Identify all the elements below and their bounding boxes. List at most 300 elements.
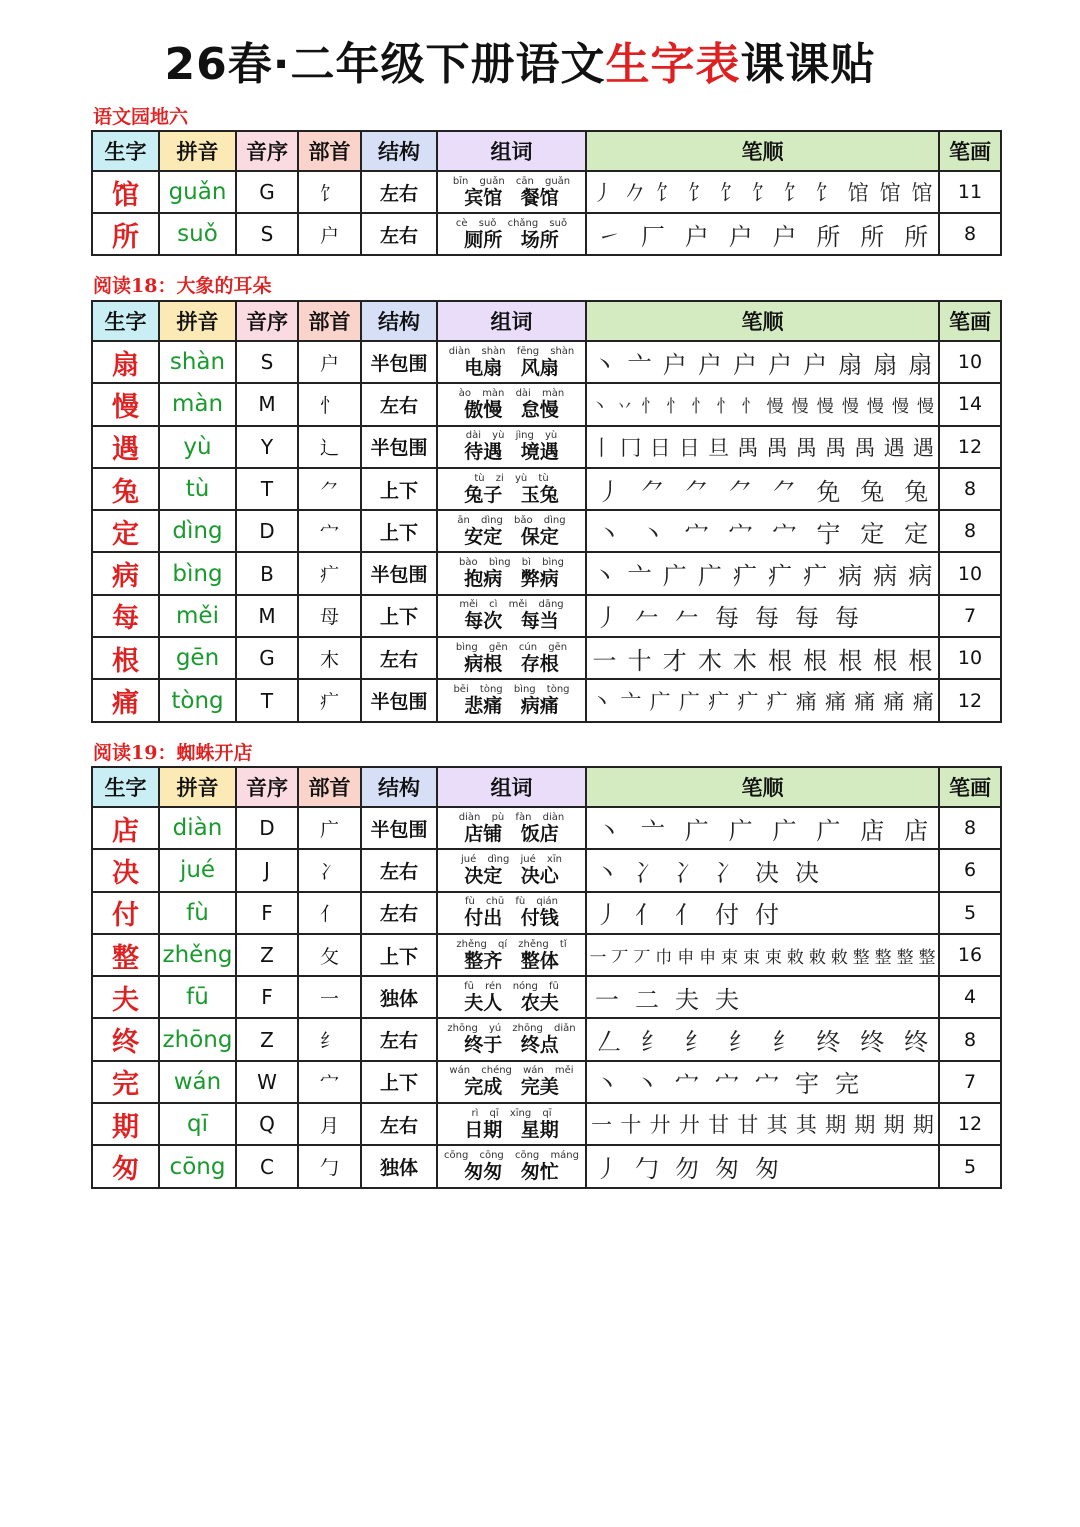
stroke-step: 敕 [830, 947, 848, 968]
stroke-step: 定 [904, 519, 929, 548]
phonetic-order: F [236, 892, 298, 934]
stroke-step: 一 [595, 985, 619, 1014]
word-group-pinyin: ān dìng bǎo dìng [457, 514, 566, 526]
stroke-step: 广 [697, 562, 722, 591]
stroke-step: 慢 [866, 396, 884, 417]
phonetic-order: Y [236, 426, 298, 468]
col-radical-header: 部首 [298, 301, 361, 341]
stroke-step: 一 [592, 646, 617, 675]
stroke-order [586, 807, 939, 849]
word-group [437, 1145, 586, 1187]
table-row [92, 1018, 1001, 1060]
col-strokes-header: 笔顺 [586, 767, 939, 807]
stroke-order [586, 468, 939, 510]
stroke-step: 忄 [741, 396, 759, 417]
stroke-step: 宀 [755, 1070, 779, 1099]
structure: 独体 [361, 976, 437, 1018]
word-group [437, 934, 586, 976]
character-table [91, 300, 1002, 723]
stroke-step: 才 [662, 646, 687, 675]
col-count-header: 笔画 [939, 767, 1001, 807]
stroke-step: 决 [755, 858, 779, 887]
stroke-sequence [587, 641, 938, 676]
phonetic-order: Q [236, 1103, 298, 1145]
stroke-step: 厂 [640, 222, 665, 251]
stroke-step: 馆 [911, 181, 933, 205]
stroke-order [586, 1145, 939, 1187]
stroke-step: 根 [838, 646, 863, 675]
structure: 左右 [361, 213, 437, 255]
col-words-header: 组词 [437, 131, 586, 171]
stroke-step: 广 [678, 689, 700, 714]
table-row [92, 595, 1001, 637]
table-header-row [92, 131, 1001, 171]
new-character: 期 [92, 1103, 159, 1145]
stroke-step: 亻 [675, 901, 699, 930]
stroke-step: 丶 [635, 1070, 659, 1099]
stroke-step: 旦 [708, 435, 730, 460]
table-row [92, 213, 1001, 255]
stroke-sequence [587, 1149, 787, 1184]
phonetic-order: M [236, 595, 298, 637]
radical: 户 [298, 341, 361, 383]
radical: 一 [298, 976, 361, 1018]
stroke-step: 亠 [620, 689, 642, 714]
stroke-step: 丶 [592, 562, 617, 591]
word-group-pinyin: jué dìng jué xīn [461, 853, 562, 865]
stroke-sequence [587, 686, 938, 716]
col-count-header: 笔画 [939, 131, 1001, 171]
stroke-step: 慢 [816, 396, 834, 417]
stroke-count: 12 [939, 679, 1001, 721]
stroke-sequence [587, 345, 938, 380]
phonetic-order: Z [236, 934, 298, 976]
stroke-step: 甘 [737, 1113, 759, 1138]
character-table [91, 766, 1002, 1189]
word-group-words: 宾馆 餐馆 [464, 186, 559, 209]
radical: 攵 [298, 934, 361, 976]
word-group-pinyin: ào màn dài màn [458, 387, 565, 399]
structure: 上下 [361, 934, 437, 976]
stroke-step: 𠂉 [675, 604, 699, 633]
stroke-sequence [587, 217, 938, 252]
new-character: 馆 [92, 171, 159, 213]
stroke-step: 宀 [684, 519, 709, 548]
stroke-step: 丿 [595, 1155, 619, 1184]
col-strokes-header: 笔顺 [586, 301, 939, 341]
stroke-step: 宀 [728, 519, 753, 548]
table-row [92, 679, 1001, 721]
stroke-step: 期 [912, 1113, 934, 1138]
stroke-step: 饣 [688, 181, 710, 205]
stroke-step: 一 [591, 1113, 613, 1138]
stroke-step: 甘 [708, 1113, 730, 1138]
word-group [437, 1018, 586, 1060]
stroke-step: 敕 [786, 947, 804, 968]
stroke-count: 11 [939, 171, 1001, 213]
new-character: 付 [92, 892, 159, 934]
stroke-step: 期 [854, 1113, 876, 1138]
table-header-row [92, 301, 1001, 341]
radical: 宀 [298, 1061, 361, 1103]
stroke-step: 广 [772, 816, 797, 845]
new-character: 痛 [92, 679, 159, 721]
col-char-header: 生字 [92, 767, 159, 807]
stroke-step: 整 [896, 947, 914, 968]
radical: 木 [298, 637, 361, 679]
new-character: 病 [92, 552, 159, 594]
new-character: 定 [92, 510, 159, 552]
stroke-step: 禺 [737, 435, 759, 460]
table-row [92, 468, 1001, 510]
stroke-step: 丿 [596, 477, 621, 506]
stroke-step: 忄 [641, 396, 659, 417]
pinyin: měi [159, 595, 236, 637]
title-highlight: 生字表 [605, 39, 741, 90]
word-group-words: 夫人 农夫 [464, 991, 559, 1014]
stroke-step: 丶 [595, 1070, 619, 1099]
stroke-step: 夫 [715, 985, 739, 1014]
stroke-sequence [587, 811, 938, 846]
structure: 上下 [361, 468, 437, 510]
stroke-step: 敕 [808, 947, 826, 968]
section-title: 语文园地六 [93, 106, 189, 128]
stroke-step: 整 [852, 947, 870, 968]
stroke-step: 饣 [783, 181, 805, 205]
stroke-sequence [587, 432, 938, 462]
stroke-step: 每 [715, 604, 739, 633]
phonetic-order: C [236, 1145, 298, 1187]
stroke-order [586, 849, 939, 891]
new-character: 店 [92, 807, 159, 849]
stroke-step: 𠂊 [624, 181, 646, 205]
structure: 半包围 [361, 679, 437, 721]
stroke-step: 宀 [715, 1070, 739, 1099]
table-row [92, 1103, 1001, 1145]
radical: ⺈ [298, 468, 361, 510]
structure: 左右 [361, 171, 437, 213]
stroke-step: 宀 [675, 1070, 699, 1099]
stroke-order [586, 934, 939, 976]
stroke-step: 束 [743, 947, 761, 968]
word-group-words: 电扇 风扇 [464, 356, 559, 379]
stroke-step: 终 [816, 1028, 841, 1057]
stroke-step: 所 [860, 222, 885, 251]
stroke-step: 禺 [825, 435, 847, 460]
stroke-step: 丷 [616, 396, 634, 417]
stroke-step: 𠃋 [596, 1028, 621, 1057]
phonetic-order: Z [236, 1018, 298, 1060]
word-group-pinyin: zhōng yú zhōng diǎn [447, 1023, 576, 1035]
word-group-words: 日期 星期 [464, 1118, 559, 1141]
stroke-step: 二 [635, 985, 659, 1014]
pinyin: guǎn [159, 171, 236, 213]
new-character: 根 [92, 637, 159, 679]
stroke-step: 丨 [591, 435, 613, 460]
stroke-order [586, 679, 939, 721]
stroke-step: 冂 [620, 435, 642, 460]
word-group-pinyin: fù chū fù qián [464, 896, 559, 908]
word-group-pinyin: rì qī xīng qī [471, 1107, 552, 1119]
radical: 纟 [298, 1018, 361, 1060]
stroke-sequence [587, 598, 867, 633]
stroke-step: 所 [816, 222, 841, 251]
new-character: 夫 [92, 976, 159, 1018]
stroke-step: 申 [677, 947, 695, 968]
stroke-sequence [587, 392, 938, 417]
stroke-step: 终 [904, 1028, 929, 1057]
stroke-step: 兔 [904, 477, 929, 506]
stroke-step: 纟 [728, 1028, 753, 1057]
stroke-order [586, 341, 939, 383]
word-group [437, 468, 586, 510]
stroke-step: 亻 [635, 901, 659, 930]
stroke-step: 冫 [635, 858, 659, 887]
word-group-pinyin: cōng cōng cōng máng [444, 1150, 579, 1162]
word-group-pinyin: zhěng qí zhěng tǐ [456, 938, 567, 950]
stroke-step: 痛 [854, 689, 876, 714]
phonetic-order: W [236, 1061, 298, 1103]
new-character: 扇 [92, 341, 159, 383]
col-char-header: 生字 [92, 301, 159, 341]
radical: 月 [298, 1103, 361, 1145]
stroke-step: 𠂉 [635, 604, 659, 633]
stroke-step: 户 [728, 222, 753, 251]
structure: 左右 [361, 1103, 437, 1145]
word-group-words: 安定 保定 [464, 525, 559, 548]
stroke-sequence [587, 1022, 938, 1057]
word-group-words: 傲慢 怠慢 [464, 398, 559, 421]
stroke-step: 丶 [640, 519, 665, 548]
stroke-step: 慢 [841, 396, 859, 417]
stroke-step: 其 [766, 1113, 788, 1138]
stroke-step: 疒 [708, 689, 730, 714]
stroke-count: 8 [939, 213, 1001, 255]
page-title [0, 28, 1040, 92]
stroke-sequence [587, 1109, 938, 1139]
stroke-order [586, 1018, 939, 1060]
stroke-count: 8 [939, 807, 1001, 849]
pinyin: wán [159, 1061, 236, 1103]
table-row [92, 171, 1001, 213]
stroke-step: 整 [874, 947, 892, 968]
word-group [437, 213, 586, 255]
radical: 饣 [298, 171, 361, 213]
new-character: 终 [92, 1018, 159, 1060]
stroke-step: 丿 [592, 181, 614, 205]
stroke-step: 十 [620, 1113, 642, 1138]
col-pinyin-header: 拼音 [159, 131, 236, 171]
table-header-row [92, 767, 1001, 807]
stroke-step: 丆 [633, 947, 651, 968]
stroke-step: 根 [768, 646, 793, 675]
word-group-words: 病根 存根 [464, 652, 559, 675]
word-group-words: 整齐 整体 [464, 949, 559, 972]
phonetic-order: G [236, 637, 298, 679]
word-group-pinyin: měi cì měi dāng [459, 599, 564, 611]
stroke-step: 广 [662, 562, 687, 591]
stroke-step: 禺 [854, 435, 876, 460]
stroke-step: 根 [873, 646, 898, 675]
stroke-step: 宀 [772, 519, 797, 548]
stroke-step: 决 [795, 858, 819, 887]
word-group-words: 店铺 饭店 [464, 822, 559, 845]
title-prefix: 26春·二年级下册语文 [164, 39, 606, 90]
structure: 左右 [361, 1018, 437, 1060]
new-character: 完 [92, 1061, 159, 1103]
word-group-words: 付出 付钱 [464, 907, 559, 930]
stroke-step: 店 [860, 816, 885, 845]
phonetic-order: B [236, 552, 298, 594]
structure: 上下 [361, 510, 437, 552]
structure: 半包围 [361, 552, 437, 594]
word-group-pinyin: dài yù jìng yù [465, 430, 558, 442]
stroke-step: 广 [816, 816, 841, 845]
table-row [92, 976, 1001, 1018]
phonetic-order: D [236, 510, 298, 552]
stroke-step: 慢 [891, 396, 909, 417]
section-title: 阅读18：大象的耳朵 [93, 275, 272, 297]
stroke-sequence [587, 514, 938, 549]
table-row [92, 383, 1001, 425]
stroke-step: 慢 [917, 396, 935, 417]
stroke-step: 广 [649, 689, 671, 714]
pinyin: suǒ [159, 213, 236, 255]
stroke-step: 户 [697, 350, 722, 379]
col-count-header: 笔画 [939, 301, 1001, 341]
stroke-step: 广 [684, 816, 709, 845]
stroke-order [586, 213, 939, 255]
word-group-words: 每次 每当 [464, 610, 559, 633]
word-group [437, 637, 586, 679]
stroke-step: 木 [732, 646, 757, 675]
table-row [92, 892, 1001, 934]
structure: 上下 [361, 1061, 437, 1103]
col-words-header: 组词 [437, 301, 586, 341]
word-group-words: 待遇 境遇 [464, 441, 559, 464]
col-radical-header: 部首 [298, 131, 361, 171]
stroke-step: 痛 [883, 689, 905, 714]
col-order-header: 音序 [236, 131, 298, 171]
stroke-count: 7 [939, 595, 1001, 637]
stroke-step: 饣 [656, 181, 678, 205]
word-group-pinyin: bìng gēn cún gēn [455, 641, 568, 653]
stroke-order [586, 1061, 939, 1103]
pinyin: jué [159, 849, 236, 891]
new-character: 遇 [92, 426, 159, 468]
stroke-sequence [587, 853, 827, 888]
structure: 半包围 [361, 341, 437, 383]
stroke-count: 10 [939, 341, 1001, 383]
table-row [92, 934, 1001, 976]
stroke-step: 付 [715, 901, 739, 930]
stroke-step: 扇 [908, 350, 933, 379]
stroke-count: 6 [939, 849, 1001, 891]
stroke-step: 期 [825, 1113, 847, 1138]
stroke-order [586, 426, 939, 468]
stroke-step: ⺈ [684, 477, 709, 506]
new-character: 整 [92, 934, 159, 976]
word-group-pinyin: bīn guǎn cān guǎn [452, 175, 571, 187]
stroke-step: 每 [795, 604, 819, 633]
stroke-step: 户 [732, 350, 757, 379]
word-group-words: 抱病 弊病 [464, 568, 559, 591]
pinyin: tù [159, 468, 236, 510]
phonetic-order: G [236, 171, 298, 213]
stroke-sequence [587, 895, 787, 930]
col-radical-header: 部首 [298, 767, 361, 807]
stroke-step: 馆 [879, 181, 901, 205]
stroke-step: 根 [803, 646, 828, 675]
stroke-count: 12 [939, 426, 1001, 468]
table-row [92, 552, 1001, 594]
stroke-step: 病 [908, 562, 933, 591]
stroke-step: 户 [684, 222, 709, 251]
stroke-step: 广 [728, 816, 753, 845]
stroke-order [586, 552, 939, 594]
word-group [437, 171, 586, 213]
stroke-step: 根 [908, 646, 933, 675]
word-group-words: 厕所 场所 [464, 228, 559, 251]
phonetic-order: F [236, 976, 298, 1018]
pinyin: gēn [159, 637, 236, 679]
stroke-step: 终 [860, 1028, 885, 1057]
structure: 左右 [361, 383, 437, 425]
stroke-sequence [587, 943, 938, 968]
stroke-count: 10 [939, 637, 1001, 679]
radical: 疒 [298, 679, 361, 721]
stroke-step: 户 [772, 222, 797, 251]
stroke-step: 廾 [649, 1113, 671, 1138]
stroke-step: 疒 [737, 689, 759, 714]
stroke-step: 户 [803, 350, 828, 379]
stroke-step: 勹 [635, 1155, 659, 1184]
stroke-step: ㇀ [596, 222, 621, 251]
stroke-step: 整 [918, 947, 936, 968]
stroke-count: 5 [939, 892, 1001, 934]
phonetic-order: M [236, 383, 298, 425]
stroke-step: 其 [795, 1113, 817, 1138]
stroke-step: 亠 [627, 350, 652, 379]
stroke-step: 忄 [716, 396, 734, 417]
col-strokes-header: 笔顺 [586, 131, 939, 171]
table-row [92, 510, 1001, 552]
stroke-sequence [587, 556, 938, 591]
word-group [437, 892, 586, 934]
stroke-step: ⺈ [772, 477, 797, 506]
title-suffix: 课课贴 [740, 39, 876, 90]
new-character: 兔 [92, 468, 159, 510]
stroke-sequence [587, 1064, 867, 1099]
stroke-step: 勿 [675, 1155, 699, 1184]
word-group [437, 679, 586, 721]
phonetic-order: D [236, 807, 298, 849]
stroke-step: 丿 [595, 604, 619, 633]
pinyin: cōng [159, 1145, 236, 1187]
word-group-pinyin: tù zi yù tù [474, 472, 549, 484]
new-character: 慢 [92, 383, 159, 425]
pinyin: shàn [159, 341, 236, 383]
col-structure-header: 结构 [361, 301, 437, 341]
radical: 亻 [298, 892, 361, 934]
radical: 宀 [298, 510, 361, 552]
word-group [437, 341, 586, 383]
stroke-count: 14 [939, 383, 1001, 425]
word-group-words: 完成 完美 [464, 1076, 559, 1099]
pinyin: fū [159, 976, 236, 1018]
word-group [437, 510, 586, 552]
stroke-count: 7 [939, 1061, 1001, 1103]
